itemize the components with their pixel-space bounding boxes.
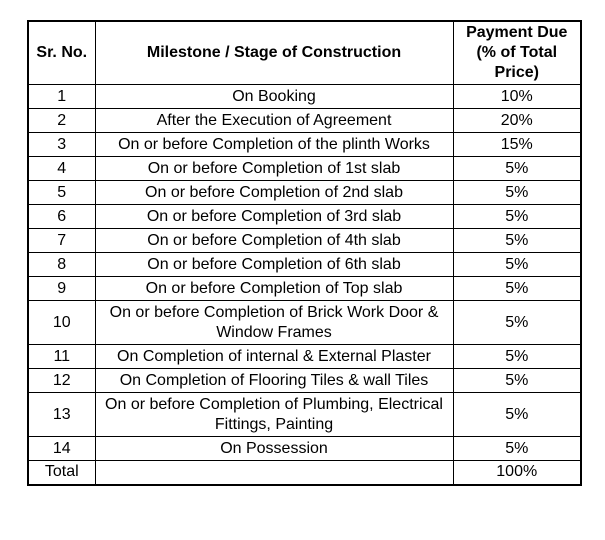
- table-row: [28, 277, 581, 301]
- cell-sr: 2: [28, 109, 95, 133]
- table-row: [28, 369, 581, 393]
- table-row: [28, 345, 581, 369]
- cell-payment: 5%: [453, 277, 581, 301]
- cell-sr: 13: [28, 393, 95, 437]
- cell-milestone: On or before Completion of 1st slab: [95, 157, 453, 181]
- cell-milestone: On or before Completion of 6th slab: [95, 253, 453, 277]
- cell-sr: 8: [28, 253, 95, 277]
- table-row: [28, 301, 581, 345]
- cell-milestone: After the Execution of Agreement: [95, 109, 453, 133]
- table-row: [28, 437, 581, 461]
- cell-payment: 5%: [453, 369, 581, 393]
- cell-payment: 5%: [453, 393, 581, 437]
- cell-sr: 14: [28, 437, 95, 461]
- table-row: [28, 253, 581, 277]
- cell-milestone: On or before Completion of 3rd slab: [95, 205, 453, 229]
- table-row: [28, 157, 581, 181]
- table-row: [28, 205, 581, 229]
- cell-payment: 10%: [453, 85, 581, 109]
- payment-schedule-table: [27, 20, 582, 486]
- cell-milestone: On or before Completion of the plinth Works: [95, 133, 453, 157]
- cell-payment: 20%: [453, 109, 581, 133]
- cell-milestone: On or before Completion of 2nd slab: [95, 181, 453, 205]
- table-row: [28, 393, 581, 437]
- total-milestone: [95, 461, 453, 485]
- header-milestone: Milestone / Stage of Construction: [95, 21, 453, 85]
- cell-sr: 6: [28, 205, 95, 229]
- cell-milestone: On Possession: [95, 437, 453, 461]
- cell-payment: 5%: [453, 437, 581, 461]
- cell-milestone: On or before Completion of Brick Work Door & Window Frames: [95, 301, 453, 345]
- payment-schedule-container: [27, 20, 582, 486]
- cell-payment: 5%: [453, 253, 581, 277]
- cell-milestone: On Completion of Flooring Tiles & wall Tiles: [95, 369, 453, 393]
- cell-payment: 15%: [453, 133, 581, 157]
- cell-sr: 4: [28, 157, 95, 181]
- header-payment: Payment Due (% of Total Price): [453, 21, 581, 85]
- cell-sr: 9: [28, 277, 95, 301]
- cell-payment: 5%: [453, 345, 581, 369]
- cell-payment: 5%: [453, 229, 581, 253]
- cell-milestone: On or before Completion of Top slab: [95, 277, 453, 301]
- header-sr-no: Sr. No.: [28, 21, 95, 85]
- table-row: [28, 229, 581, 253]
- cell-payment: 5%: [453, 205, 581, 229]
- cell-payment: 5%: [453, 301, 581, 345]
- cell-sr: 10: [28, 301, 95, 345]
- total-label: Total: [28, 461, 95, 485]
- cell-sr: 1: [28, 85, 95, 109]
- table-row: [28, 85, 581, 109]
- cell-milestone: On or before Completion of Plumbing, Electrical Fittings, Painting: [95, 393, 453, 437]
- table-row: [28, 181, 581, 205]
- table-row: [28, 109, 581, 133]
- cell-sr: 3: [28, 133, 95, 157]
- cell-milestone: On or before Completion of 4th slab: [95, 229, 453, 253]
- total-payment: 100%: [453, 461, 581, 485]
- cell-sr: 7: [28, 229, 95, 253]
- table-header-row: [28, 21, 581, 85]
- cell-sr: 11: [28, 345, 95, 369]
- cell-sr: 5: [28, 181, 95, 205]
- cell-milestone: On Booking: [95, 85, 453, 109]
- cell-payment: 5%: [453, 181, 581, 205]
- total-row: [28, 461, 581, 485]
- table-row: [28, 133, 581, 157]
- cell-payment: 5%: [453, 157, 581, 181]
- cell-milestone: On Completion of internal & External Plaster: [95, 345, 453, 369]
- cell-sr: 12: [28, 369, 95, 393]
